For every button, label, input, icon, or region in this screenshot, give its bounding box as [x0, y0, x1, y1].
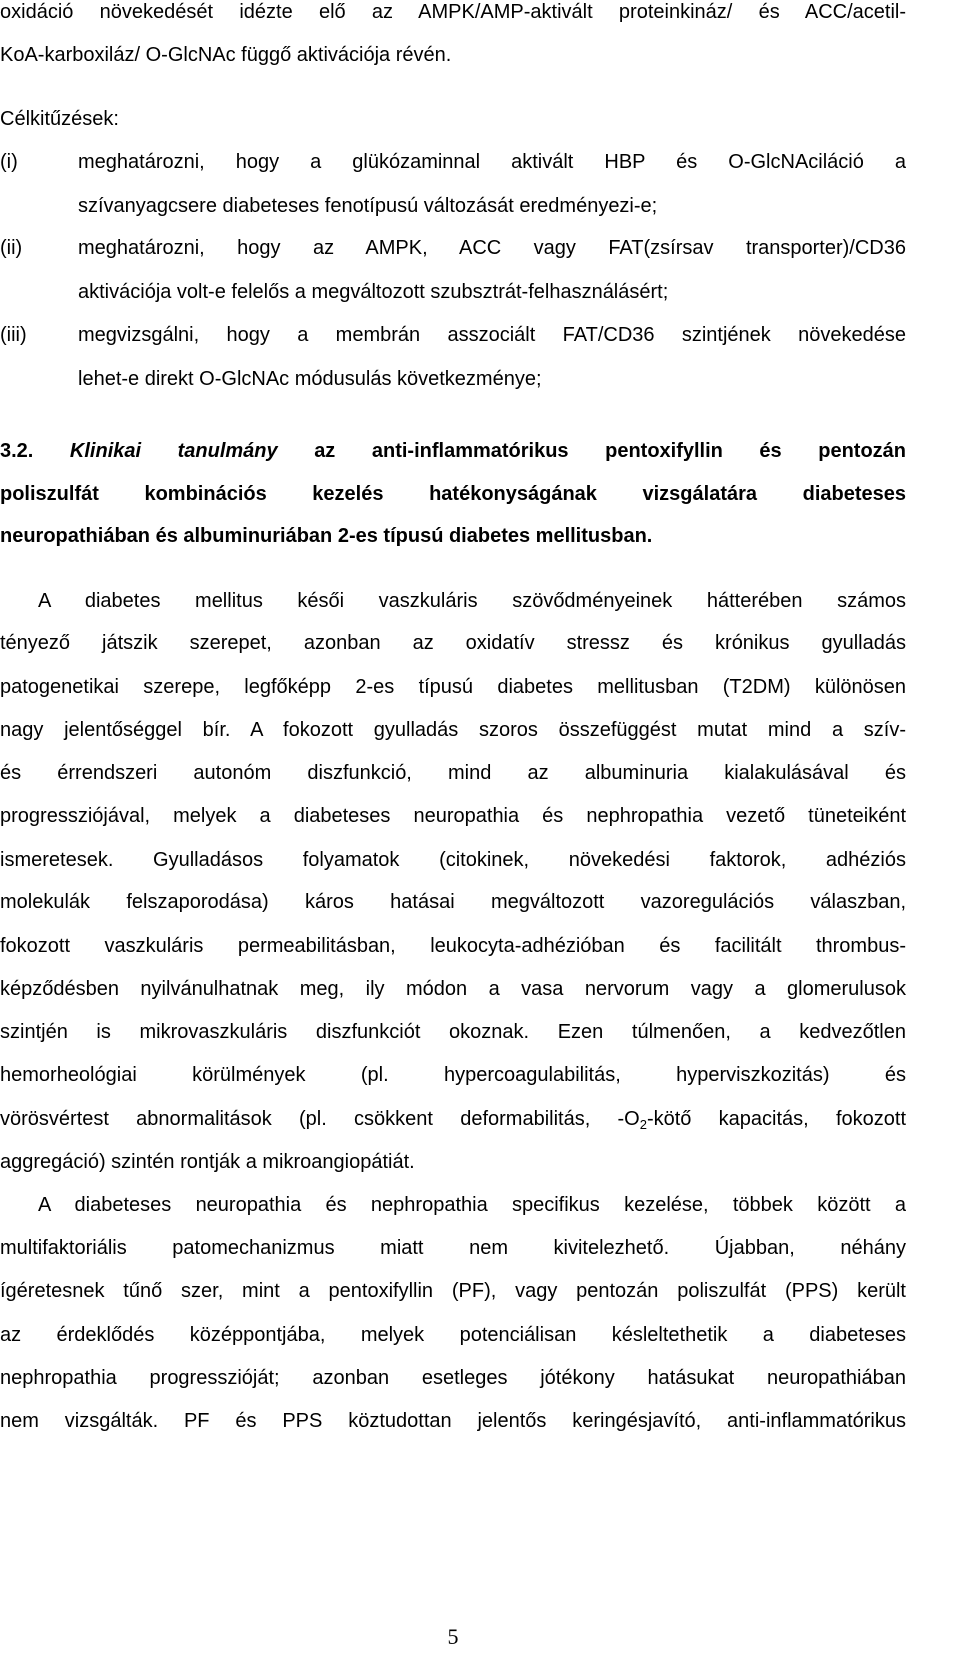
para1-line: nagy jelentőséggel bír. A fokozott gyulladás szoros összefüggést mutat mind a szív- — [0, 719, 906, 741]
para1-line: szintjén is mikrovaszkuláris diszfunkciót okoznak. Ezen túlmenően, a kedvezőtlen — [0, 1021, 906, 1043]
aim-label: (i) — [0, 151, 18, 173]
para2-line: nephropathia progresszióját; azonban esetleges jótékony hatásukat neuropathiában — [0, 1367, 906, 1389]
aim-label: (iii) — [0, 324, 27, 346]
aim-line: meghatározni, hogy az AMPK, ACC vagy FAT(zsírsav transporter)/CD36 — [78, 237, 906, 259]
para1-line: tényező játszik szerepet, azonban az oxidatív stressz és krónikus gyulladás — [0, 632, 906, 654]
section-heading-line-3: neuropathiában és albuminuriában 2-es típusú diabetes mellitusban. — [0, 525, 653, 547]
para1-o2-before: vörösvértest abnormalitások (pl. csökkent deformabilitás, -O — [0, 1108, 640, 1130]
para2-line: A diabeteses neuropathia és nephropathia specifikus kezelése, többek között a — [38, 1194, 906, 1216]
para1-line: hemorheológiai körülmények (pl. hypercoagulabilitás, hyperviszkozitás) és — [0, 1064, 906, 1086]
intro-line-2: KoA-karboxiláz/ O-GlcNAc függő aktivációja révén. — [0, 44, 452, 66]
para2-line: az érdeklődés középpontjába, melyek potenciálisan késleltethetik a diabeteses — [0, 1324, 906, 1346]
para2-line: multifaktoriális patomechanizmus miatt nem kivitelezhető. Újabban, néhány — [0, 1237, 906, 1259]
aim-line: meghatározni, hogy a glükózaminnal aktivált HBP és O-GlcNAciláció a — [78, 151, 906, 173]
para1-line-o2 — [0, 1107, 906, 1131]
para1-line: molekulák felszaporodása) káros hatásai megváltozott vazoregulációs válaszban, — [0, 891, 906, 913]
para1-line: ismeretesek. Gyulladásos folyamatok (citokinek, növekedési faktorok, adhéziós — [0, 849, 906, 871]
section-heading-line-1 — [0, 439, 906, 463]
aims-heading: Célkitűzések: — [0, 108, 119, 130]
section-heading-line-2: poliszulfát kombinációs kezelés hatékonyságának vizsgálatára diabeteses — [0, 483, 906, 505]
oxygen-subscript: 2 — [639, 1117, 647, 1132]
para1-o2-after: -kötő kapacitás, fokozott — [646, 1108, 906, 1130]
section-number: 3.2. — [0, 440, 34, 462]
para1-line: fokozott vaszkuláris permeabilitásban, leukocyta-adhézióban és facilitált thrombus- — [0, 935, 906, 957]
aim-label: (ii) — [0, 237, 23, 259]
aim-line: aktivációja volt-e felelős a megváltozott szubsztrát-felhasználásért; — [78, 281, 669, 303]
section-title-rest: az anti-inflammatórikus pentoxifyllin és pentozán — [314, 440, 907, 462]
aim-line: megvizsgálni, hogy a membrán asszociált FAT/CD36 szintjének növekedése — [78, 324, 906, 346]
aim-line: szívanyagcsere diabeteses fenotípusú változását eredményezi-e; — [78, 195, 658, 217]
para2-line: nem vizsgálták. PF és PPS köztudottan jelentős keringésjavító, anti-inflammatórikus — [0, 1410, 906, 1432]
para1-line: képződésben nyilvánulhatnak meg, ily módon a vasa nervorum vagy a glomerulusok — [0, 978, 906, 1000]
aim-line: lehet-e direkt O-GlcNAc módusulás következménye; — [78, 368, 542, 390]
para2-line: ígéretesnek tűnő szer, mint a pentoxifyllin (PF), vagy pentozán poliszulfát (PPS) került — [0, 1280, 906, 1302]
para1-line-last: aggregáció) szintén rontják a mikroangiopátiát. — [0, 1151, 415, 1173]
para1-line: és érrendszeri autonóm diszfunkció, mind az albuminuria kialakulásával és — [0, 762, 906, 784]
section-title-italic: Klinikai tanulmány — [69, 440, 278, 462]
para1-line: A diabetes mellitus késői vaszkuláris szövődményeinek hátterében számos — [38, 590, 906, 612]
para1-line: patogenetikai szerepe, legfőképp 2-es típusú diabetes mellitusban (T2DM) különösen — [0, 676, 906, 698]
para1-line: progressziójával, melyek a diabeteses neuropathia és nephropathia vezető tüneteiként — [0, 805, 906, 827]
intro-line-1: oxidáció növekedését idézte elő az AMPK/AMP-aktivált proteinkináz/ és ACC/acetil- — [0, 1, 906, 23]
page-number: 5 — [447, 1624, 459, 1649]
